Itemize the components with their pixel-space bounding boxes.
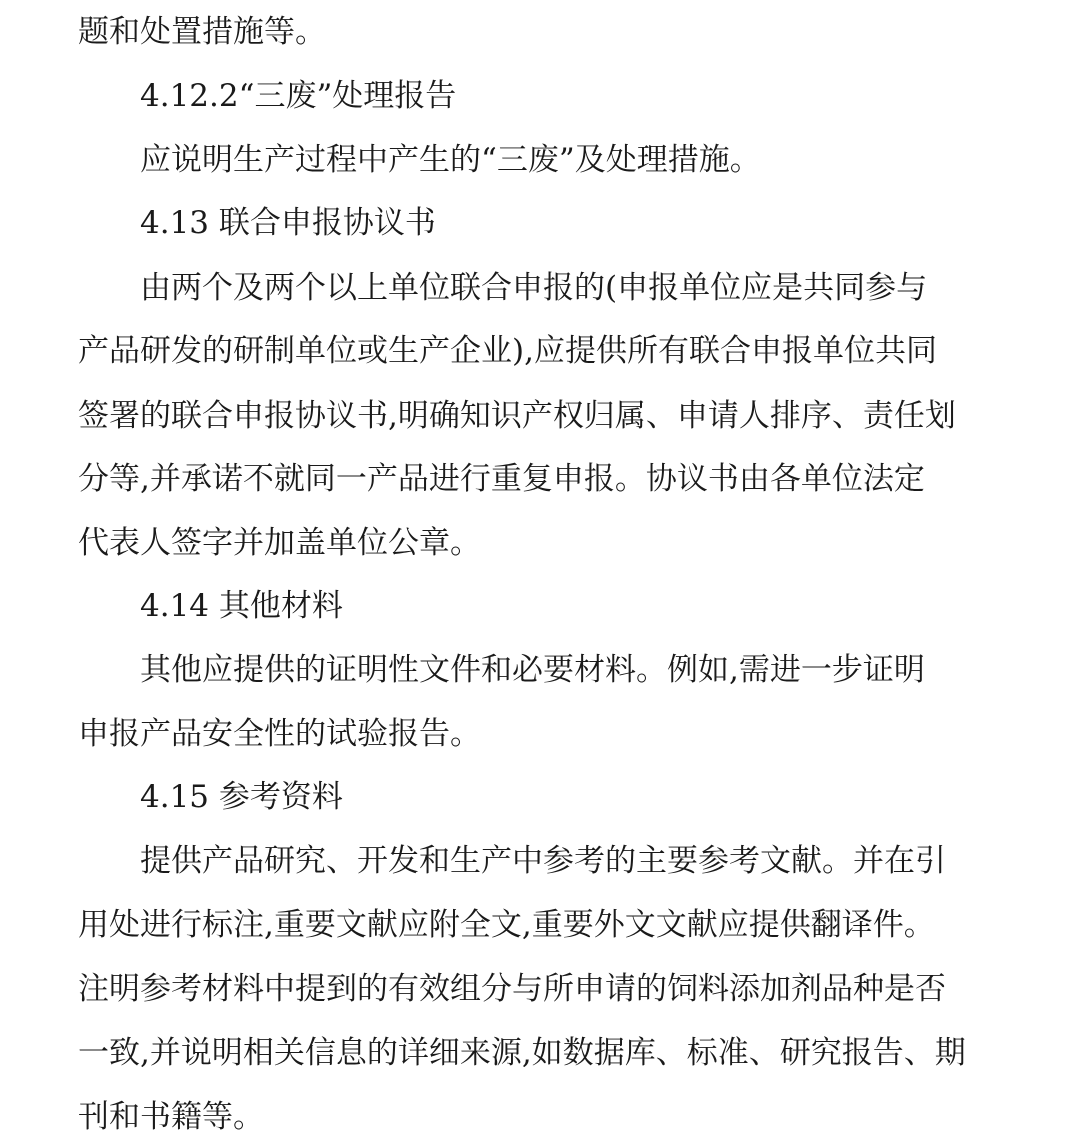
section-body-4-15-line: 刊和书籍等。 [78, 1099, 264, 1135]
section-heading-4-12-2: 4.12.2“三废”处理报告 [140, 78, 457, 114]
section-body-4-14-line: 其他应提供的证明性文件和必要材料。例如,需进一步证明 [140, 652, 925, 688]
section-body-4-15-line: 一致,并说明相关信息的详细来源,如数据库、标准、研究报告、期 [78, 1035, 966, 1071]
section-body-4-13-line: 签署的联合申报协议书,明确知识产权归属、申请人排序、责任划 [78, 398, 956, 434]
section-body-4-13-line: 代表人签字并加盖单位公章。 [78, 525, 481, 561]
section-body-4-15-line: 用处进行标注,重要文献应附全文,重要外文文献应提供翻译件。 [78, 907, 935, 943]
section-body-4-13-line: 分等,并承诺不就同一产品进行重复申报。协议书由各单位法定 [78, 461, 925, 497]
section-body-4-13-line: 由两个及两个以上单位联合申报的(申报单位应是共同参与 [140, 270, 928, 306]
section-heading-4-13: 4.13 联合申报协议书 [140, 205, 436, 241]
section-heading-4-14: 4.14 其他材料 [140, 588, 343, 624]
section-body-4-13-line: 产品研发的研制单位或生产企业),应提供所有联合申报单位共同 [78, 333, 937, 369]
section-heading-4-15: 4.15 参考资料 [140, 779, 343, 815]
section-body-4-12-2: 应说明生产过程中产生的“三废”及处理措施。 [140, 142, 761, 178]
section-body-4-15-line: 提供产品研究、开发和生产中参考的主要参考文献。并在引 [140, 843, 946, 879]
section-body-4-15-line: 注明参考材料中提到的有效组分与所申请的饲料添加剂品种是否 [78, 971, 946, 1007]
paragraph-continuation: 题和处置措施等。 [78, 14, 326, 50]
section-body-4-14-line: 申报产品安全性的试验报告。 [78, 716, 481, 752]
